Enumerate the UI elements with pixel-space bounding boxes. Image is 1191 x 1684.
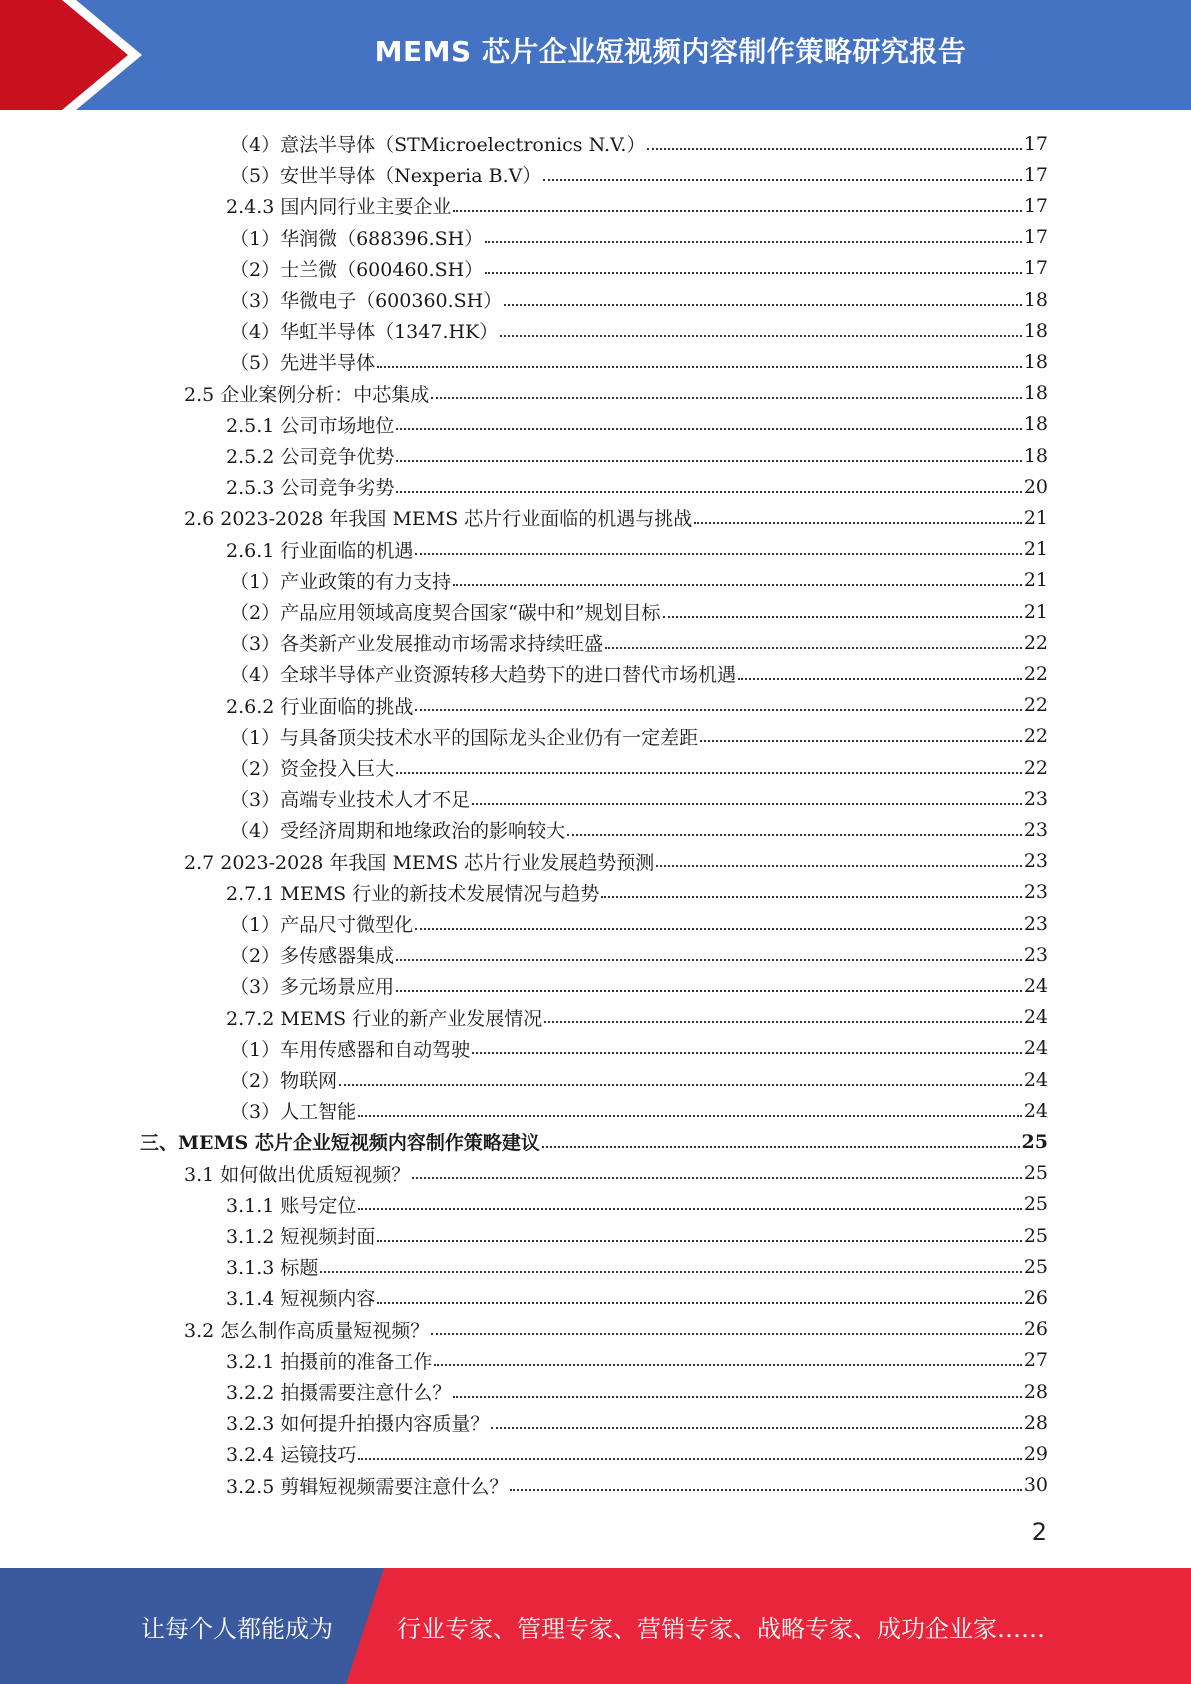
- toc-entry[interactable]: [230, 1095, 1048, 1126]
- toc-entry-label: 3.1.3 标题: [226, 1257, 319, 1280]
- toc-entry[interactable]: [230, 627, 1048, 658]
- toc-dot-leader: [431, 1333, 1022, 1335]
- toc-dot-leader: [567, 834, 1022, 836]
- toc-entry[interactable]: [184, 378, 1048, 409]
- toc-entry-page: 17: [1023, 226, 1048, 249]
- toc-entry-page: 22: [1023, 725, 1048, 748]
- toc-dot-leader: [694, 522, 1022, 524]
- toc-entry-label: （2）资金投入巨大: [230, 758, 395, 780]
- toc-entry-label: 2.7.2 MEMS 行业的新产业发展情况: [226, 1007, 543, 1030]
- toc-entry-label: （5）安世半导体（Nexperia B.V）: [230, 165, 542, 188]
- toc-entry-page: 18: [1023, 288, 1048, 311]
- toc-entry-page: 18: [1023, 319, 1048, 342]
- toc-entry-page: 25: [1023, 1193, 1048, 1216]
- toc-entry-label: 2.5.3 公司竞争劣势: [226, 477, 395, 500]
- toc-entry-page: 17: [1023, 257, 1048, 280]
- toc-entry-page: 29: [1023, 1442, 1048, 1465]
- toc-dot-leader: [700, 740, 1022, 742]
- toc-dot-leader: [453, 1396, 1021, 1398]
- toc-entry-page: 25: [1023, 1224, 1048, 1247]
- toc-entry-label: 2.6.2 行业面临的挑战: [226, 695, 414, 718]
- toc-entry-label: 三、MEMS 芯片企业短视频内容制作策略建议: [140, 1132, 540, 1155]
- toc-entry-label: 3.2.3 如何提升拍摄内容质量？: [226, 1413, 490, 1436]
- toc-entry-label: 2.7.1 MEMS 行业的新技术发展情况与趋势: [226, 882, 600, 905]
- toc-entry-label: 2.4.3 国内同行业主要企业: [226, 196, 452, 219]
- toc-entry-label: （2）产品应用领域高度契合国家“碳中和”规划目标: [230, 602, 661, 624]
- toc-entry-label: （4）全球半导体产业资源转移大趋势下的进口替代市场机遇: [230, 664, 737, 687]
- toc-entry[interactable]: [226, 534, 1048, 565]
- toc-dot-leader: [412, 1177, 1022, 1179]
- toc-entry[interactable]: [140, 1126, 1048, 1157]
- toc-entry[interactable]: [230, 1033, 1048, 1064]
- toc-entry-page: 23: [1023, 881, 1048, 904]
- toc-entry[interactable]: [226, 1282, 1048, 1313]
- toc-entry[interactable]: [226, 440, 1048, 471]
- footer-slogan-right: 行业专家、管理专家、营销专家、战略专家、成功企业家……: [397, 1614, 1045, 1643]
- toc-entry[interactable]: [230, 721, 1048, 752]
- toc-entry-label: （3）华微电子（600360.SH）: [230, 290, 503, 312]
- toc-entry-label: 3.1.4 短视频内容: [226, 1288, 376, 1311]
- toc-entry-page: 17: [1023, 132, 1048, 155]
- toc-entry[interactable]: [226, 1376, 1048, 1407]
- toc-entry[interactable]: [226, 471, 1048, 502]
- toc-entry-label: 2.6 2023-2028 年我国 MEMS 芯片行业面临的机遇与挑战: [184, 508, 693, 531]
- toc-dot-leader: [472, 1052, 1022, 1054]
- toc-dot-leader: [377, 1240, 1021, 1242]
- toc-entry-label: 2.5 企业案例分析：中芯集成: [184, 383, 430, 406]
- toc-dot-leader: [415, 928, 1022, 930]
- toc-dot-leader: [453, 210, 1021, 212]
- toc-entry-page: 17: [1023, 163, 1048, 186]
- toc-entry-label: 3.2.1 拍摄前的准备工作: [226, 1350, 433, 1373]
- toc-dot-leader: [431, 397, 1022, 399]
- toc-entry-page: 23: [1023, 818, 1048, 841]
- toc-entry[interactable]: [226, 1189, 1048, 1220]
- page-footer: [0, 1568, 1191, 1684]
- toc-entry[interactable]: [184, 1158, 1048, 1189]
- toc-entry-label: 2.7 2023-2028 年我国 MEMS 芯片行业发展趋势预测: [184, 851, 655, 874]
- toc-dot-leader: [415, 709, 1021, 711]
- toc-entry[interactable]: [230, 970, 1048, 1001]
- toc-entry-page: 30: [1023, 1474, 1048, 1497]
- toc-dot-leader: [396, 990, 1022, 992]
- toc-dot-leader: [491, 1427, 1021, 1429]
- toc-entry[interactable]: [184, 502, 1048, 533]
- toc-entry-page: 20: [1023, 475, 1048, 498]
- toc-entry-label: （2）物联网: [230, 1070, 338, 1092]
- toc-dot-leader: [504, 304, 1022, 306]
- toc-entry-page: 26: [1023, 1286, 1048, 1309]
- toc-entry-page: 22: [1023, 631, 1048, 654]
- toc-entry-label: （3）人工智能: [230, 1101, 357, 1124]
- toc-entry-label: （4）意法半导体（STMicroelectronics N.V.）: [230, 134, 646, 156]
- page-header: [0, 0, 1191, 110]
- toc-dot-leader: [543, 179, 1021, 181]
- toc-entry-page: 23: [1023, 912, 1048, 935]
- toc-entry-page: 25: [1021, 1130, 1048, 1153]
- toc-entry[interactable]: [230, 128, 1048, 159]
- toc-entry[interactable]: [226, 1407, 1048, 1438]
- toc-entry-label: 3.1.2 短视频封面: [226, 1226, 376, 1248]
- toc-entry-page: 25: [1023, 1162, 1048, 1185]
- toc-entry-label: 3.2.5 剪辑短视频需要注意什么？: [226, 1475, 509, 1498]
- toc-dot-leader: [434, 1364, 1021, 1366]
- toc-dot-leader: [358, 1115, 1022, 1117]
- toc-entry[interactable]: [184, 1314, 1048, 1345]
- toc-entry-page: 25: [1023, 1255, 1048, 1278]
- toc-dot-leader: [485, 272, 1022, 274]
- toc-entry-label: 3.2 怎么制作高质量短视频？: [184, 1319, 430, 1342]
- footer-slogan-left: 让每个人都能成为: [141, 1614, 333, 1643]
- toc-dot-leader: [601, 896, 1022, 898]
- toc-entry[interactable]: [226, 877, 1048, 908]
- toc-entry[interactable]: [230, 908, 1048, 939]
- toc-entry[interactable]: [230, 346, 1048, 377]
- toc-entry-page: 22: [1023, 662, 1048, 685]
- toc-entry[interactable]: [226, 409, 1048, 440]
- toc-dot-leader: [339, 1084, 1022, 1086]
- toc-entry[interactable]: [226, 1002, 1048, 1033]
- toc-dot-leader: [453, 584, 1022, 586]
- toc-entry[interactable]: [230, 596, 1048, 627]
- toc-dot-leader: [320, 1271, 1021, 1273]
- toc-entry-page: 24: [1023, 974, 1048, 997]
- toc-entry[interactable]: [230, 284, 1048, 315]
- toc-entry[interactable]: [230, 253, 1048, 284]
- toc-entry-page: 17: [1023, 194, 1048, 217]
- toc-dot-leader: [415, 553, 1021, 555]
- toc-entry-page: 24: [1023, 1099, 1048, 1122]
- toc-entry-page: 24: [1023, 1006, 1048, 1029]
- toc-dot-leader: [358, 1458, 1021, 1460]
- toc-entry-label: （5）先进半导体: [230, 352, 376, 375]
- toc-dot-leader: [544, 1021, 1022, 1023]
- toc-entry-label: （3）各类新产业发展推动市场需求持续旺盛: [230, 633, 604, 656]
- toc-entry-page: 27: [1023, 1349, 1048, 1372]
- toc-dot-leader: [358, 1208, 1021, 1210]
- toc-entry-page: 18: [1023, 444, 1048, 467]
- toc-entry-page: 18: [1023, 382, 1048, 405]
- toc-dot-leader: [663, 616, 1022, 618]
- toc-entry[interactable]: [230, 1064, 1048, 1095]
- toc-dot-leader: [500, 335, 1022, 337]
- toc-dot-leader: [485, 241, 1022, 243]
- toc-entry[interactable]: [230, 814, 1048, 845]
- toc-entry-page: 21: [1023, 538, 1048, 561]
- toc-dot-leader: [396, 491, 1021, 493]
- toc-entry-label: （1）产业政策的有力支持: [230, 570, 452, 593]
- toc-dot-leader: [510, 1489, 1021, 1491]
- toc-entry-label: 2.6.1 行业面临的机遇: [226, 539, 414, 562]
- toc-entry[interactable]: [184, 846, 1048, 877]
- toc-entry-page: 23: [1023, 787, 1048, 810]
- toc-entry-page: 24: [1023, 1068, 1048, 1091]
- toc-entry-label: （2）士兰微（600460.SH）: [230, 258, 484, 281]
- toc-entry[interactable]: [226, 190, 1048, 221]
- toc-entry-label: 3.2.2 拍摄需要注意什么？: [226, 1382, 452, 1404]
- toc-entry-page: 22: [1023, 756, 1048, 779]
- toc-entry-page: 21: [1023, 569, 1048, 592]
- toc-entry-page: 26: [1023, 1318, 1048, 1341]
- toc-entry-page: 28: [1023, 1411, 1048, 1434]
- toc-entry[interactable]: [226, 1345, 1048, 1376]
- toc-dot-leader: [472, 803, 1022, 805]
- toc-entry-page: 22: [1023, 694, 1048, 717]
- toc-entry-label: （1）华润微（688396.SH）: [230, 227, 484, 250]
- toc-entry-page: 24: [1023, 1037, 1048, 1060]
- toc-entry-page: 28: [1023, 1380, 1048, 1403]
- toc-dot-leader: [542, 1146, 1020, 1148]
- header-arrow-decoration: [0, 0, 160, 110]
- report-title: MEMS 芯片企业短视频内容制作策略研究报告: [374, 35, 967, 68]
- toc-dot-leader: [396, 772, 1022, 774]
- toc-entry-label: （1）与具备顶尖技术水平的国际龙头企业仍有一定差距: [230, 726, 699, 749]
- toc-entry[interactable]: [226, 1220, 1048, 1251]
- toc-entry[interactable]: [230, 939, 1048, 970]
- toc-dot-leader: [396, 460, 1021, 462]
- toc-dot-leader: [605, 647, 1022, 649]
- toc-entry[interactable]: [230, 315, 1048, 346]
- page-number: 2: [1031, 1518, 1047, 1546]
- toc-entry[interactable]: [230, 222, 1048, 253]
- toc-entry-page: 18: [1023, 350, 1048, 373]
- toc-entry-label: 2.5.2 公司竞争优势: [226, 446, 395, 468]
- toc-dot-leader: [396, 428, 1021, 430]
- toc-dot-leader: [656, 865, 1022, 867]
- toc-dot-leader: [377, 366, 1022, 368]
- toc-entry[interactable]: [230, 783, 1048, 814]
- toc-entry-label: （4）华虹半导体（1347.HK）: [230, 321, 499, 344]
- toc-entry-label: （1）车用传感器和自动驾驶: [230, 1038, 471, 1061]
- toc-entry-label: 3.1.1 账号定位: [226, 1194, 357, 1217]
- toc-entry[interactable]: [230, 159, 1048, 190]
- toc-entry-page: 21: [1023, 600, 1048, 623]
- toc-entry[interactable]: [226, 690, 1048, 721]
- toc-entry-label: 3.2.4 运镜技巧: [226, 1444, 357, 1467]
- toc-entry[interactable]: [226, 1470, 1048, 1501]
- toc-entry[interactable]: [230, 752, 1048, 783]
- toc-dot-leader: [738, 678, 1022, 680]
- toc-entry-label: （3）高端专业技术人才不足: [230, 789, 471, 812]
- toc-entry-page: 23: [1023, 943, 1048, 966]
- toc-entry[interactable]: [230, 658, 1048, 689]
- toc-entry-label: （4）受经济周期和地缘政治的影响较大: [230, 820, 566, 843]
- toc-entry-label: （2）多传感器集成: [230, 945, 395, 968]
- toc-entry[interactable]: [226, 1251, 1048, 1282]
- toc-entry[interactable]: [226, 1438, 1048, 1469]
- toc-dot-leader: [377, 1302, 1021, 1304]
- toc-entry-label: 2.5.1 公司市场地位: [226, 414, 395, 437]
- toc-entry-label: （1）产品尺寸微型化: [230, 914, 414, 936]
- toc-entry-label: （3）多元场景应用: [230, 976, 395, 999]
- toc-entry-page: 21: [1023, 506, 1048, 529]
- toc-dot-leader: [647, 148, 1021, 150]
- toc-entry-label: 3.1 如何做出优质短视频？: [184, 1163, 411, 1186]
- toc-dot-leader: [396, 959, 1022, 961]
- toc-entry[interactable]: [230, 565, 1048, 596]
- toc-entry-page: 23: [1023, 850, 1048, 873]
- toc-entry-page: 18: [1023, 413, 1048, 436]
